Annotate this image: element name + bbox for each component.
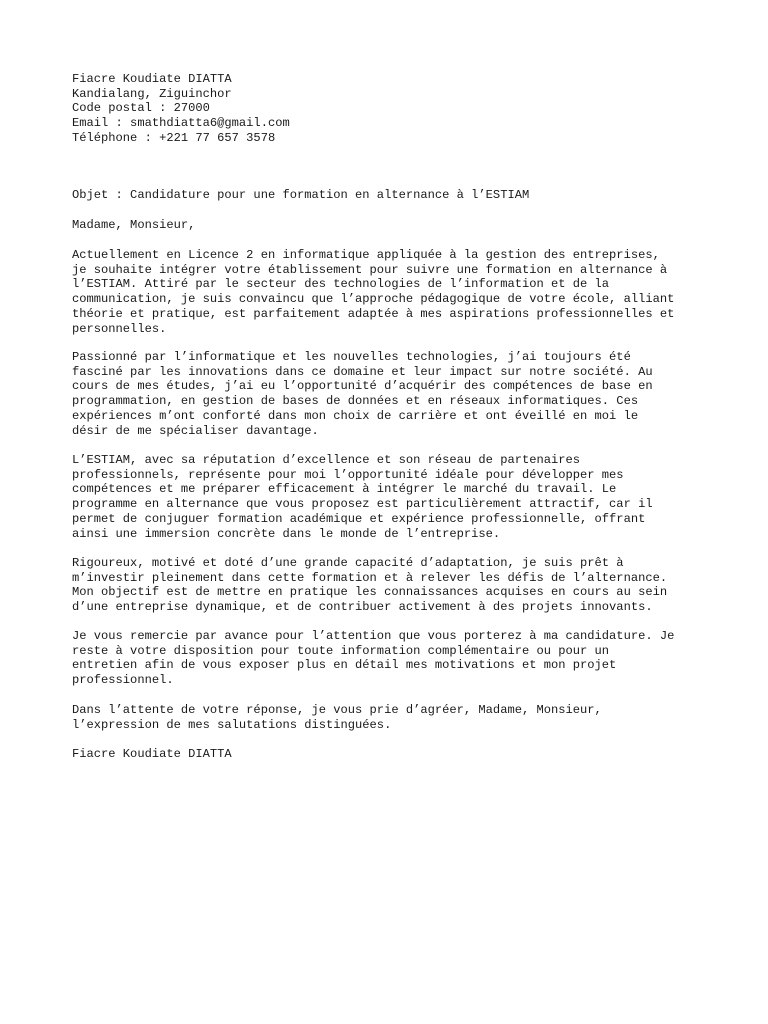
paragraph-line: ainsi une immersion concrète dans le monde de l’entreprise. xyxy=(72,526,501,541)
paragraph-line: permet de conjuguer formation académique et expérience professionnelle, offrant xyxy=(72,511,646,526)
paragraph-line: théorie et pratique, est parfaitement adaptée à mes aspirations professionnelles et xyxy=(72,306,675,321)
sender-email: Email : smathdiatta6@gmail.com xyxy=(72,116,290,131)
closing-formula xyxy=(72,703,712,732)
paragraph-line: fasciné par les innovations dans ce domaine et leur impact sur notre société. Au xyxy=(72,364,653,379)
paragraph-line: je souhaite intégrer votre établissement pour suivre une formation en alternance à xyxy=(72,262,668,277)
paragraph-5 xyxy=(72,629,712,688)
sender-postal-code: Code postal : 27000 xyxy=(72,101,210,116)
paragraph-2 xyxy=(72,350,712,438)
paragraph-line: Passionné par l’informatique et les nouvelles technologies, j’ai toujours été xyxy=(72,350,631,364)
paragraph-line: entretien afin de vous exposer plus en détail mes motivations et mon projet xyxy=(72,658,617,673)
paragraph-1 xyxy=(72,248,712,336)
paragraph-line: reste à votre disposition pour toute information complémentaire ou pour un xyxy=(72,643,610,658)
paragraph-line: l’ESTIAM. Attiré par le secteur des technologies de l’information et de la xyxy=(72,277,610,292)
paragraph-line: cours de mes études, j’ai eu l’opportunité d’acquérir des compétences de base en xyxy=(72,379,653,394)
paragraph-line: programmation, en gestion de bases de données et en réseaux informatiques. Ces xyxy=(72,394,639,409)
sender-address: Kandialang, Ziguinchor xyxy=(72,86,232,101)
signature xyxy=(72,747,712,762)
paragraph-line: Mon objectif est de mettre en pratique les connaissances acquises en cours au sein xyxy=(72,585,668,600)
paragraph-line: professionnels, représente pour moi l’opportunité idéale pour développer mes xyxy=(72,467,624,482)
signature-name: Fiacre Koudiate DIATTA xyxy=(72,747,232,761)
sender-name: Fiacre Koudiate DIATTA xyxy=(72,72,232,86)
sender-block xyxy=(72,72,712,146)
paragraph-line: compétences et me préparer efficacement à intégrer le marché du travail. Le xyxy=(72,482,617,497)
paragraph-line: L’ESTIAM, avec sa réputation d’excellence et son réseau de partenaires xyxy=(72,453,581,467)
salutation xyxy=(72,218,712,233)
paragraph-line: personnelles. xyxy=(72,321,167,336)
salutation-text: Madame, Monsieur, xyxy=(72,218,196,232)
paragraph-line: m’investir pleinement dans cette formation et à relever les défis de l’alternance. xyxy=(72,570,668,585)
sender-phone: Téléphone : +221 77 657 3578 xyxy=(72,130,276,145)
paragraph-4 xyxy=(72,556,712,615)
paragraph-line: expériences m’ont conforté dans mon choix de carrière et ont éveillé en moi le xyxy=(72,408,639,423)
closing-line: Dans l’attente de votre réponse, je vous prie d’agréer, Madame, Monsieur, xyxy=(72,703,602,717)
paragraph-line: Je vous remercie par avance pour l’attention que vous porterez à ma candidature. Je xyxy=(72,629,675,643)
subject-line xyxy=(72,188,712,203)
paragraph-line: Actuellement en Licence 2 en informatique appliquée à la gestion des entreprises, xyxy=(72,248,660,262)
paragraph-line: communication, je suis convaincu que l’approche pédagogique de votre école, alliant xyxy=(72,292,675,307)
paragraph-3 xyxy=(72,453,712,541)
paragraph-line: programme en alternance que vous proposez est particulièrement attractif, car il xyxy=(72,497,653,512)
paragraph-line: Rigoureux, motivé et doté d’une grande capacité d’adaptation, je suis prêt à xyxy=(72,556,624,570)
subject-text: Objet : Candidature pour une formation en alternance à l’ESTIAM xyxy=(72,188,530,202)
closing-line: l’expression de mes salutations distinguées. xyxy=(72,717,392,732)
paragraph-line: désir de me spécialiser davantage. xyxy=(72,423,319,438)
paragraph-line: professionnel. xyxy=(72,673,174,688)
paragraph-line: d’une entreprise dynamique, et de contribuer activement à des projets innovants. xyxy=(72,600,653,615)
